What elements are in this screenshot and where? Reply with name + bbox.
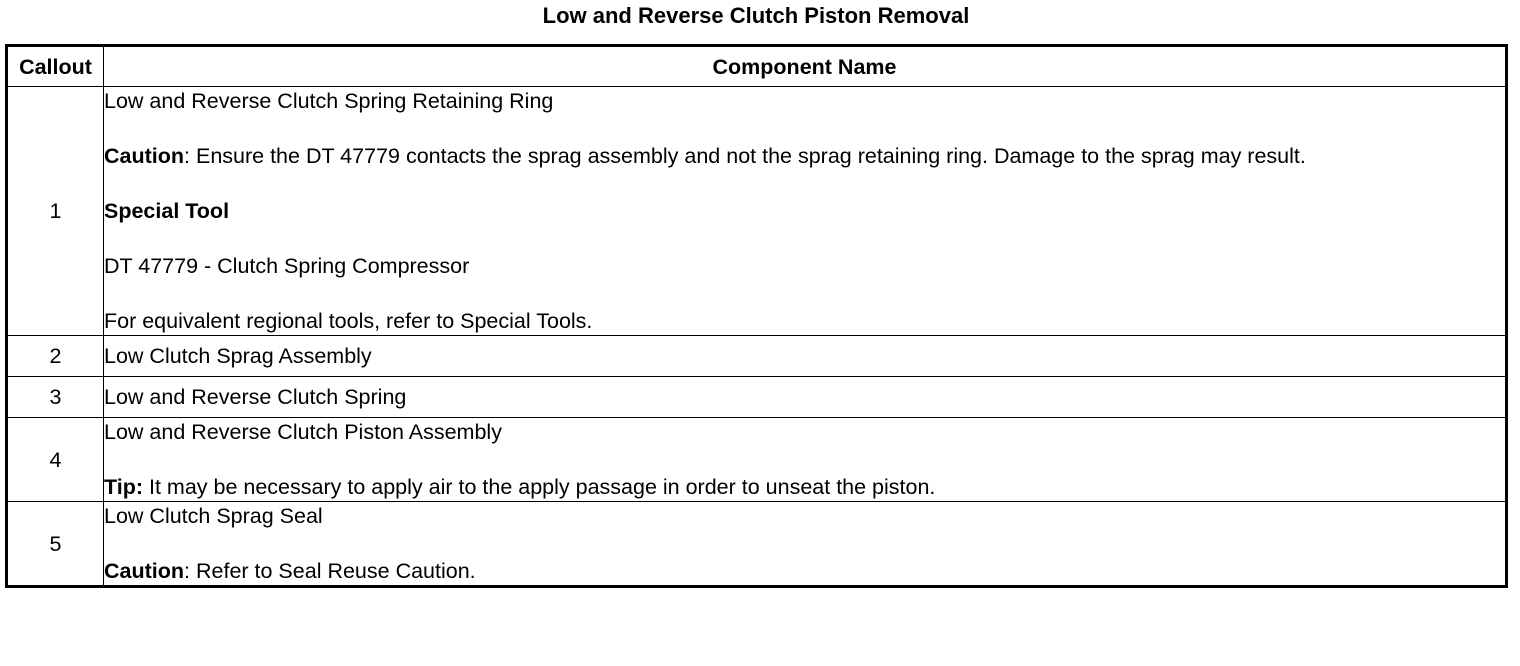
table-row xyxy=(7,502,1507,587)
component-name: Low and Reverse Clutch Spring xyxy=(104,385,407,409)
component-table xyxy=(5,44,1508,588)
page-title: Low and Reverse Clutch Piston Removal xyxy=(542,3,970,28)
component-cell xyxy=(104,377,1507,418)
special-tool-name: DT 47779 - Clutch Spring Compressor xyxy=(104,254,470,278)
tip-label: Tip: xyxy=(104,475,144,499)
component-cell xyxy=(104,87,1507,336)
caution-note xyxy=(104,142,1505,170)
component-cell xyxy=(104,336,1507,377)
table-row xyxy=(7,377,1507,418)
table-row xyxy=(7,87,1507,336)
callout-cell: 5 xyxy=(7,502,104,587)
caution-text: Refer to Seal Reuse Caution. xyxy=(195,559,476,583)
component-name: Low and Reverse Clutch Spring Retaining Ring xyxy=(104,89,554,113)
component-name: Low and Reverse Clutch Piston Assembly xyxy=(104,420,502,444)
component-name: Low Clutch Sprag Seal xyxy=(104,504,323,528)
caution-text: Ensure the DT 47779 contacts the sprag assembly and not the sprag retaining ring. Damage to the sprag may result. xyxy=(195,144,1306,168)
table-row xyxy=(7,418,1507,502)
table-row xyxy=(7,336,1507,377)
component-name: Low Clutch Sprag Assembly xyxy=(104,344,372,368)
caution-label: Caution xyxy=(104,559,185,583)
component-cell xyxy=(104,418,1507,502)
tip-text: It may be necessary to apply air to the apply passage in order to unseat the piston. xyxy=(143,475,936,499)
tip-note xyxy=(104,473,1505,501)
header-component-name: Component Name xyxy=(104,46,1507,87)
special-tool-heading: Special Tool xyxy=(104,199,230,223)
regional-tools-note: For equivalent regional tools, refer to Special Tools. xyxy=(104,309,593,333)
callout-cell: 3 xyxy=(7,377,104,418)
caution-label: Caution xyxy=(104,144,185,168)
callout-cell: 4 xyxy=(7,418,104,502)
callout-cell: 1 xyxy=(7,87,104,336)
caution-separator: : xyxy=(184,559,196,583)
component-cell xyxy=(104,502,1507,587)
header-callout: Callout xyxy=(7,46,104,87)
caution-separator: : xyxy=(184,144,196,168)
caution-note xyxy=(104,557,1505,585)
callout-cell: 2 xyxy=(7,336,104,377)
table-header-row xyxy=(7,46,1507,87)
